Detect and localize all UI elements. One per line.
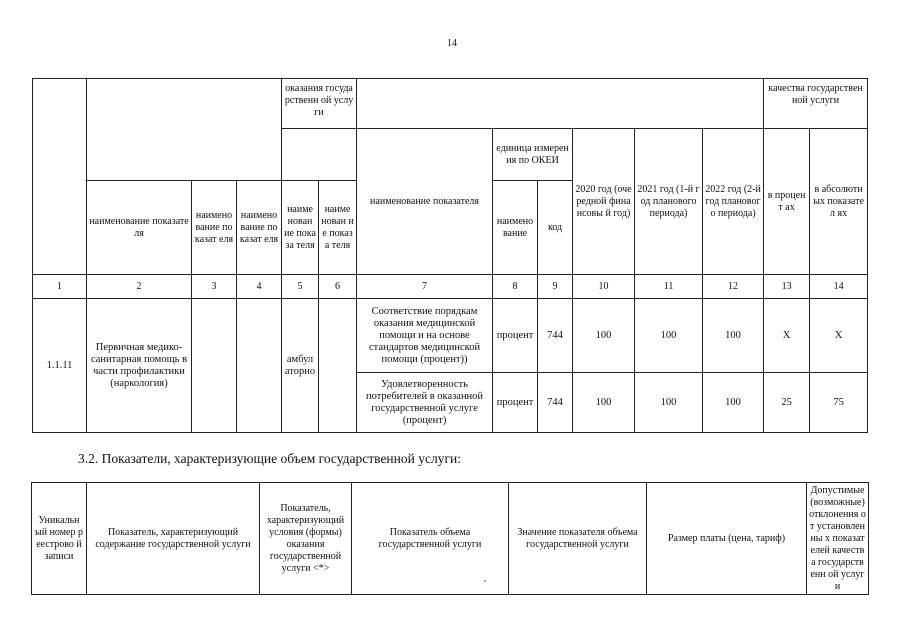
indicator-name: Удовлетворенность потребителей в оказанной государственной услуге (процент) [357, 373, 493, 433]
service-form: амбул аторно [282, 299, 319, 433]
column-number: 13 [764, 275, 810, 299]
header-col4-name: наимено вание показат еля [237, 181, 282, 275]
header-blank-content [87, 79, 282, 181]
value-2021: 100 [635, 299, 703, 373]
column-number: 8 [493, 275, 538, 299]
scan-speck [484, 580, 486, 582]
column-number: 4 [237, 275, 282, 299]
header-deviation-percent: в процент ах [764, 129, 810, 275]
header-quality-deviation: качества государственной услуги [764, 79, 868, 129]
empty-cell [237, 299, 282, 433]
value-2022: 100 [703, 373, 764, 433]
header-deviation-absolute: в абсолютн ых показател ях [810, 129, 868, 275]
header-registry-number: Уникальн ый номер реестрово й записи [32, 483, 87, 595]
header-blank-form-mid [282, 129, 357, 181]
header-okei-code: код [538, 181, 573, 275]
column-number: 6 [319, 275, 357, 299]
unit-code: 744 [538, 373, 573, 433]
column-number: 5 [282, 275, 319, 299]
header-year-2022: 2022 год (2-й год планового периода) [703, 129, 764, 275]
quality-indicators-table [32, 78, 868, 433]
header-indicator-name: наименование показателя [357, 129, 493, 275]
column-number: 11 [635, 275, 703, 299]
header-okei: единица измерения по ОКЕИ [493, 129, 573, 181]
deviation-percent: 25 [764, 373, 810, 433]
deviation-absolute: 75 [810, 373, 868, 433]
empty-cell [192, 299, 237, 433]
column-number: 7 [357, 275, 493, 299]
registry-code: 1.1.11 [33, 299, 87, 433]
header-blank-indicator [357, 79, 764, 129]
table-row [33, 299, 868, 373]
service-content: Первичная медико-санитарная помощь в части профилактики (наркология) [87, 299, 192, 433]
column-number: 3 [192, 275, 237, 299]
header-year-2021: 2021 год (1-й год планового периода) [635, 129, 703, 275]
unit-code: 744 [538, 299, 573, 373]
header-service-form: оказания государственн ой услуги [282, 79, 357, 129]
deviation-absolute: Х [810, 299, 868, 373]
column-number: 1 [33, 275, 87, 299]
value-2022: 100 [703, 299, 764, 373]
header-conditions-indicator: Показатель, характеризующий условия (формы) оказания государственной услуги <*> [260, 483, 352, 595]
header-col5-name: наиме нован ие показа теля [282, 181, 319, 275]
header-volume-indicator: Показатель объема государственной услуги [352, 483, 509, 595]
header-year-2020: 2020 год (очередной финансовы й год) [573, 129, 635, 275]
value-2020: 100 [573, 373, 635, 433]
indicator-name: Соответствие порядкам оказания медицинской помощи и на основе стандартов медицинской помощи (процент)) [357, 299, 493, 373]
volume-indicators-table [31, 482, 869, 595]
section-heading: 3.2. Показатели, характеризующие объем государственной услуги: [78, 451, 461, 466]
header-volume-value: Значение показателя объема государственной услуги [509, 483, 647, 595]
column-number: 10 [573, 275, 635, 299]
deviation-percent: Х [764, 299, 810, 373]
column-number: 14 [810, 275, 868, 299]
header-col3-name: наимено вание показат еля [192, 181, 237, 275]
column-number: 12 [703, 275, 764, 299]
column-number-row [33, 275, 868, 299]
unit-name: процент [493, 373, 538, 433]
header-allowed-deviation: Допустимые (возможные) отклонения от установленны х показателей качества государственн ой услуги [807, 483, 869, 595]
value-2020: 100 [573, 299, 635, 373]
header-blank-col1 [33, 79, 87, 275]
header-content-indicator: Показатель, характеризующий содержание государственной услуги [87, 483, 260, 595]
column-number: 9 [538, 275, 573, 299]
header-fee: Размер платы (цена, тариф) [647, 483, 807, 595]
header-col6-name: наиме нован ие показа теля [319, 181, 357, 275]
page-number: 14 [447, 38, 457, 49]
value-2021: 100 [635, 373, 703, 433]
header-col2-name: наименование показателя [87, 181, 192, 275]
unit-name: процент [493, 299, 538, 373]
header-okei-name: наимено вание [493, 181, 538, 275]
empty-cell [319, 299, 357, 433]
column-number: 2 [87, 275, 192, 299]
